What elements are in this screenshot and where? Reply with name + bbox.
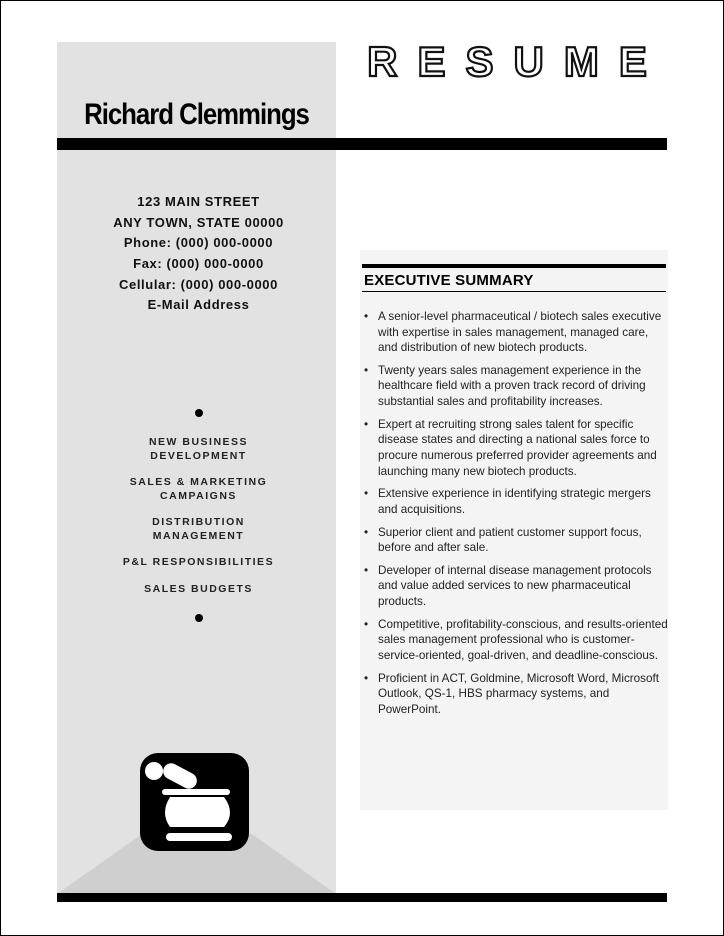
summary-item: • Proficient in ACT, Goldmine, Microsoft Word, Microsoft Outlook, QS-1, HBS pharmacy systems, and PowerPoint.	[362, 671, 670, 718]
summary-item: • Superior client and patient customer support focus, before and after sale.	[362, 525, 670, 556]
summary-item: • Extensive experience in identifying strategic mergers and acquisitions.	[362, 486, 670, 517]
summary-rule-thin	[362, 291, 666, 292]
divider-dot-top	[195, 409, 203, 417]
footer-rule	[57, 893, 667, 902]
email-address: E-Mail Address	[147, 297, 250, 313]
skill-item: SALES BUDGETS	[144, 582, 253, 595]
candidate-name: Richard Clemmings	[84, 98, 309, 131]
address-street: 123 MAIN STREET	[137, 194, 260, 209]
summary-item: • Developer of internal disease management protocols and value added services to new pharmaceutical products.	[362, 563, 670, 610]
contact-block	[57, 192, 340, 316]
cellular-number: Cellular: (000) 000-0000	[119, 276, 278, 292]
fax-number: Fax: (000) 000-0000	[133, 256, 264, 272]
summary-item: • Competitive, profitability-conscious, and results-oriented sales management professional who is customer-service-oriented, goal-driven, and deadline-conscious.	[362, 617, 670, 664]
executive-summary-list	[362, 309, 670, 724]
resume-title	[362, 34, 672, 86]
executive-summary-heading: EXECUTIVE SUMMARY	[364, 272, 534, 289]
skill-item: DISTRIBUTION MANAGEMENT	[152, 516, 245, 542]
resume-title-text: RESUME	[367, 38, 667, 85]
address-city-state: ANY TOWN, STATE 00000	[113, 214, 284, 230]
skill-item: P&L RESPONSIBILITIES	[122, 556, 275, 568]
summary-rule-thick	[362, 264, 666, 268]
skill-item: NEW BUSINESS DEVELOPMENT	[148, 436, 249, 462]
divider-dot-bottom	[195, 614, 203, 622]
summary-item: • A senior-level pharmaceutical / biotech sales executive with expertise in sales management, managed care, and distribution of new biotech products.	[362, 309, 670, 356]
mortar-and-pestle-icon	[140, 753, 249, 851]
phone-number: Phone: (000) 000-0000	[123, 235, 274, 251]
summary-item: • Expert at recruiting strong sales talent for specific disease states and directing a national sales force to procure numerous preferred provider agreements and launching many new biotech products.	[362, 417, 670, 479]
skill-item: SALES & MARKETING CAMPAIGNS	[129, 476, 268, 502]
header-rule	[57, 138, 667, 150]
skills-list	[57, 436, 340, 596]
summary-item: • Twenty years sales management experience in the healthcare field with a proven track record of driving substantial sales and profitability increases.	[362, 363, 670, 410]
